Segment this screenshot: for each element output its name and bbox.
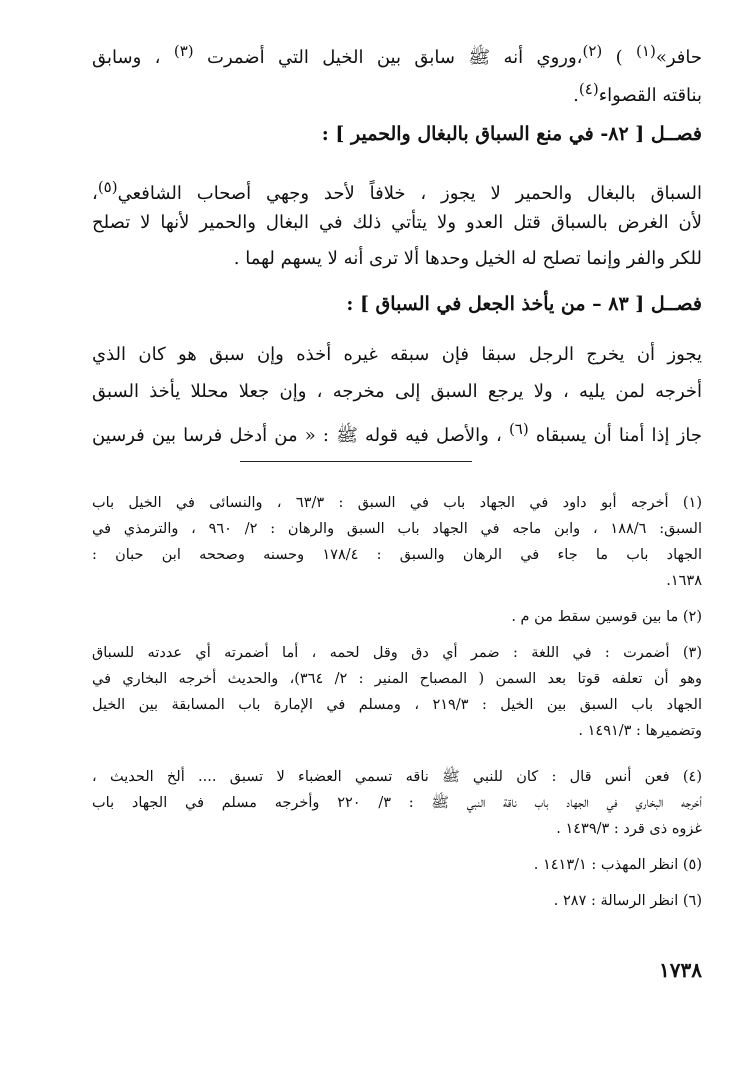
footnote-line: وهو أن تعلفه قوتا بعد السمن ( المصباح المنير : ٢/ ٣٦٤)، والحديث أخرجه البخاري في bbox=[92, 671, 702, 687]
section-83-heading: فصــل [ ٨٣ – من يأخذ الجعل في السباق ] : bbox=[346, 293, 702, 315]
body-line-1: حافر»$^{(١)}$ ) $^{(٢)}$،وروي أنه ﷺ سابق بين الخيل التي أضمرت $^{(٣)}$ ، وسابق bbox=[92, 42, 702, 68]
body-line-2: بناقته القصواء$^{(٤)}$. bbox=[573, 80, 702, 106]
section-82-line-1: السباق بالبغال والحمير لا يجوز ، خلافاً لأحد وجهي أصحاب الشافعي$^{(٥)}$، bbox=[92, 178, 702, 204]
footnote-line: (٣) أضمرت : في اللغة : ضمر أي دق وقل لحمه ، أما أضمرته أي عددته للسباق bbox=[92, 645, 702, 661]
footnote-line: الجهاد باب السبق بين الخيل : ٢١٩/٣ ، ومسلم في الإمارة باب المسابقة بين الخيل bbox=[92, 697, 702, 713]
footnote-line: أخرجه البخاري في الجهاد باب ناقة النبي ﷺ : ٣/ ٢٢٠ وأخرجه مسلم في الجهاد باب bbox=[92, 795, 702, 811]
section-83-line-2: أخرجه لمن يليه ، ولا يرجع السبق إلى مخرجه ، وإن جعلا محللا يأخذ السبق bbox=[92, 381, 702, 402]
section-82-heading: فصــل [ ٨٢- في منع السباق بالبغال والحمير ] : bbox=[321, 123, 702, 145]
footnote-divider bbox=[240, 461, 472, 462]
footnote-line: (١) أخرجه أبو داود في الجهاد باب في السبق : ٦٣/٣ ، والنسائى في الخيل باب bbox=[92, 495, 703, 511]
footnote-line: (٦) انظر الرسالة : ٢٨٧ . bbox=[553, 893, 702, 909]
footnote-line: (٥) انظر المهذب : ١٤١٣/١ . bbox=[533, 857, 702, 873]
footnote-line: (٢) ما بين قوسين سقط من م . bbox=[511, 609, 702, 625]
footnote-line: (٤) فعن أنس قال : كان للنبي ﷺ ناقه تسمي العضباء لا تسبق .... ألخ الحديث ، bbox=[92, 769, 702, 785]
section-83-line-3: جاز إذا أمنا أن يسبقاه $^{(٦)}$ ، والأصل فيه قوله ﷺ : « من أدخل فرسا بين فرسين bbox=[92, 420, 702, 446]
footnote-line: ١٦٣٨. bbox=[666, 573, 702, 589]
footnote-line: غزوه ذى قرد : ١٤٣٩/٣ . bbox=[556, 821, 702, 837]
section-82-line-3: للكر والفر وإنما تصلح له الخيل وحدها ألا ترى أنه لا يسهم لهما . bbox=[233, 248, 702, 269]
page-number: ١٧٣٨ bbox=[659, 958, 702, 982]
footnote-line: الجهاد باب ما جاء في الرهان والسبق : ١٧٨/٤ وحسنه وصححه ابن حبان : bbox=[92, 547, 702, 563]
footnote-line: السبق: ١٨٨/٦ ، وابن ماجه في الجهاد باب السبق والرهان : ٢/ ٩٦٠ ، والترمذي في bbox=[92, 521, 702, 537]
section-83-line-1: يجوز أن يخرج الرجل سبقا فإن سبقه غيره أخذه وإن سبق هو كان الذي bbox=[92, 344, 702, 365]
section-82-line-2: لأن الغرض بالسباق قتل العدو ولا يتأتي ذلك في البغال والحمير لأنها لا تصلح bbox=[92, 212, 703, 233]
footnote-line: وتضميرها : ١٤٩١/٣ . bbox=[578, 723, 702, 739]
